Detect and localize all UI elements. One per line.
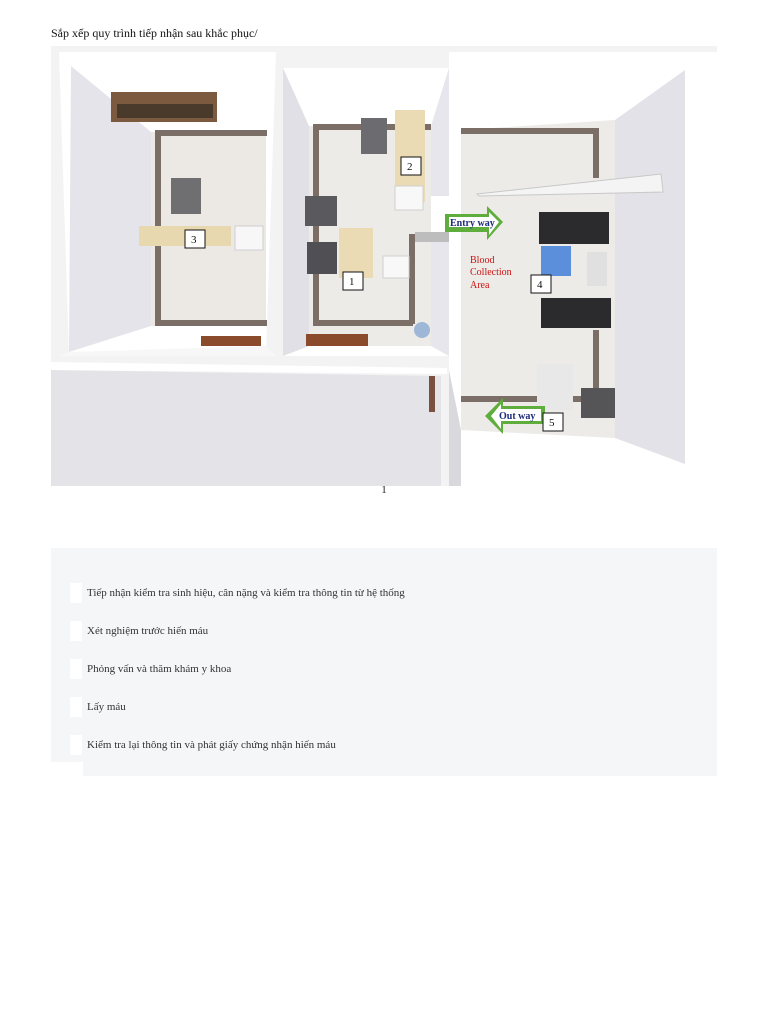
svg-text:5: 5	[549, 417, 555, 429]
hallway	[51, 362, 447, 486]
sort-item-label: Phỏng vấn và thăm khám y khoa	[87, 663, 232, 675]
room-3	[59, 52, 276, 356]
room-1-2	[283, 68, 463, 356]
floor-plan-image	[51, 46, 717, 486]
sort-item-label: Xét nghiệm trước hiến máu	[87, 625, 209, 637]
panel-notch	[51, 762, 83, 776]
room-number-5	[543, 413, 563, 431]
sort-item-label: Kiểm tra lại thông tin và phát giấy chứng nhận hiến máu	[87, 739, 336, 751]
blood-area-label-2: Collection	[470, 267, 512, 278]
sort-item-label: Lấy máu	[87, 701, 126, 713]
room-number-3	[185, 230, 205, 248]
entry-way-label: Entry way	[450, 218, 495, 229]
drag-handle[interactable]	[70, 697, 82, 717]
question-prompt: Sắp xếp quy trình tiếp nhận sau khắc phục/	[51, 26, 258, 40]
sort-item[interactable]	[70, 583, 405, 603]
drag-handle[interactable]	[70, 583, 82, 603]
sort-item-label: Tiếp nhận kiểm tra sinh hiệu, cân nặng và kiểm tra thông tin từ hệ thống	[87, 587, 405, 599]
blood-area-label-1: Blood	[470, 255, 495, 266]
sort-item[interactable]	[70, 735, 336, 755]
svg-text:3: 3	[191, 234, 197, 246]
svg-text:1: 1	[349, 276, 355, 288]
svg-text:4: 4	[537, 279, 543, 291]
room-number-4	[531, 275, 551, 293]
room-number-2	[401, 157, 421, 175]
out-way-label: Out way	[499, 411, 536, 422]
blood-area-label-3: Area	[470, 280, 490, 291]
drag-handle[interactable]	[70, 659, 82, 679]
sort-item[interactable]	[70, 659, 231, 679]
drag-handle[interactable]	[70, 735, 82, 755]
svg-text:2: 2	[407, 161, 413, 173]
room-number-1	[343, 272, 363, 290]
sort-item[interactable]	[70, 621, 208, 641]
figure-caption: 1	[381, 484, 387, 496]
sort-item[interactable]	[70, 697, 126, 717]
sort-list	[51, 548, 717, 776]
drag-handle[interactable]	[70, 621, 82, 641]
